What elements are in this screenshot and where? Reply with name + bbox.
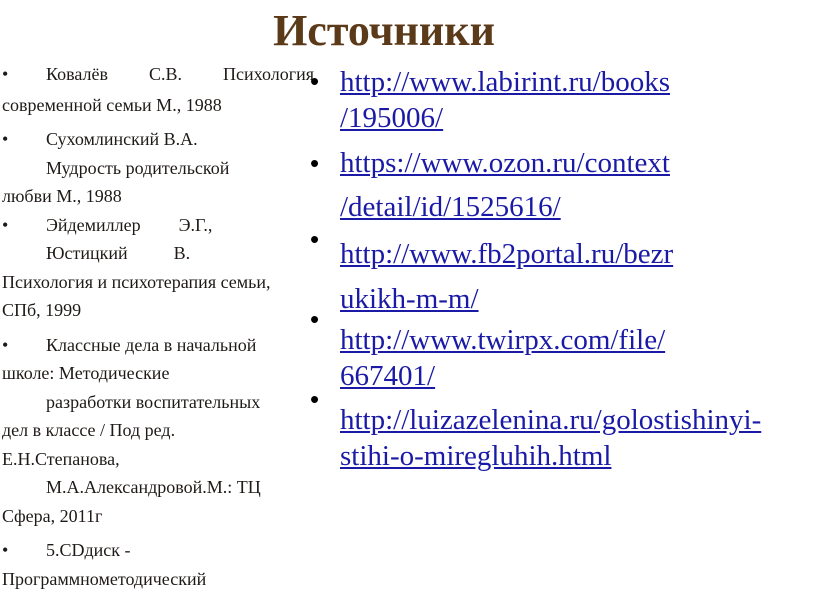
text: Э.Г., xyxy=(179,215,213,235)
text-line: любви М., 1988 xyxy=(2,182,314,211)
list-item xyxy=(2,536,314,565)
bullet: • xyxy=(310,224,319,255)
list-item xyxy=(2,211,314,240)
text-row xyxy=(2,239,314,268)
text: Сухомлинский В.А. xyxy=(2,125,314,154)
text-row xyxy=(2,211,314,240)
link-luizazelenina-line2[interactable]: stihi-o-miregluhih.html xyxy=(340,438,611,474)
text: Ковалёв xyxy=(46,60,108,89)
text-line: разработки воспитательных xyxy=(2,388,314,417)
text-line: Психология и психотерапия семьи, xyxy=(2,268,314,297)
bullet: • xyxy=(310,148,319,179)
text-line: СПб, 1999 xyxy=(2,296,314,325)
text: Юстицкий xyxy=(46,243,128,263)
text-line: Е.Н.Степанова, xyxy=(2,445,314,474)
text: В. xyxy=(174,243,191,263)
text-line: Программнометодический xyxy=(2,565,314,593)
bullet: • xyxy=(2,331,8,360)
text: Психология xyxy=(223,60,314,89)
bullet: • xyxy=(310,66,319,97)
bibliography-list xyxy=(2,60,314,593)
bullet: • xyxy=(310,384,319,415)
text-line: М.А.Александровой.М.: ТЦ xyxy=(2,473,314,502)
bullet: • xyxy=(2,125,8,154)
text-line: Мудрость родительской xyxy=(2,154,314,183)
text-line: современной семьи М., 1988 xyxy=(2,91,314,120)
bullet: • xyxy=(2,211,8,240)
link-labirint-line2[interactable]: /195006/ xyxy=(340,100,443,136)
link-ozon-line2[interactable]: /detail/id/1525616/ xyxy=(340,189,561,225)
link-twirpx-line1[interactable]: http://www.twirpx.com/file/ xyxy=(340,322,665,358)
text-line: Сфера, 2011г xyxy=(2,502,314,531)
text-line: школе: Методические xyxy=(2,359,314,388)
text: С.В. xyxy=(149,60,182,89)
link-twirpx-line2[interactable]: 667401/ xyxy=(340,358,435,394)
link-ozon-line1[interactable]: https://www.ozon.ru/context xyxy=(340,145,670,181)
link-labirint-line1[interactable]: http://www.labirint.ru/books xyxy=(340,64,670,100)
list-item xyxy=(2,60,314,89)
bullet: • xyxy=(310,304,319,335)
bullet: • xyxy=(2,60,8,89)
bullet: • xyxy=(2,536,8,565)
link-fb2portal-line1[interactable]: http://www.fb2portal.ru/bezr xyxy=(340,236,673,272)
link-luizazelenina-line1[interactable]: http://luizazelenina.ru/golostishinyi- xyxy=(340,402,761,438)
text: 5.CDдиск - xyxy=(2,536,314,565)
text: Классные дела в начальной xyxy=(2,331,314,360)
list-item xyxy=(2,125,314,154)
text: Эйдемиллер xyxy=(46,215,141,235)
list-item xyxy=(2,331,314,360)
page-title: Источники xyxy=(0,4,768,58)
link-fb2portal-line2[interactable]: ukikh-m-m/ xyxy=(340,281,479,317)
text-line: дел в классе / Под ред. xyxy=(2,416,314,445)
